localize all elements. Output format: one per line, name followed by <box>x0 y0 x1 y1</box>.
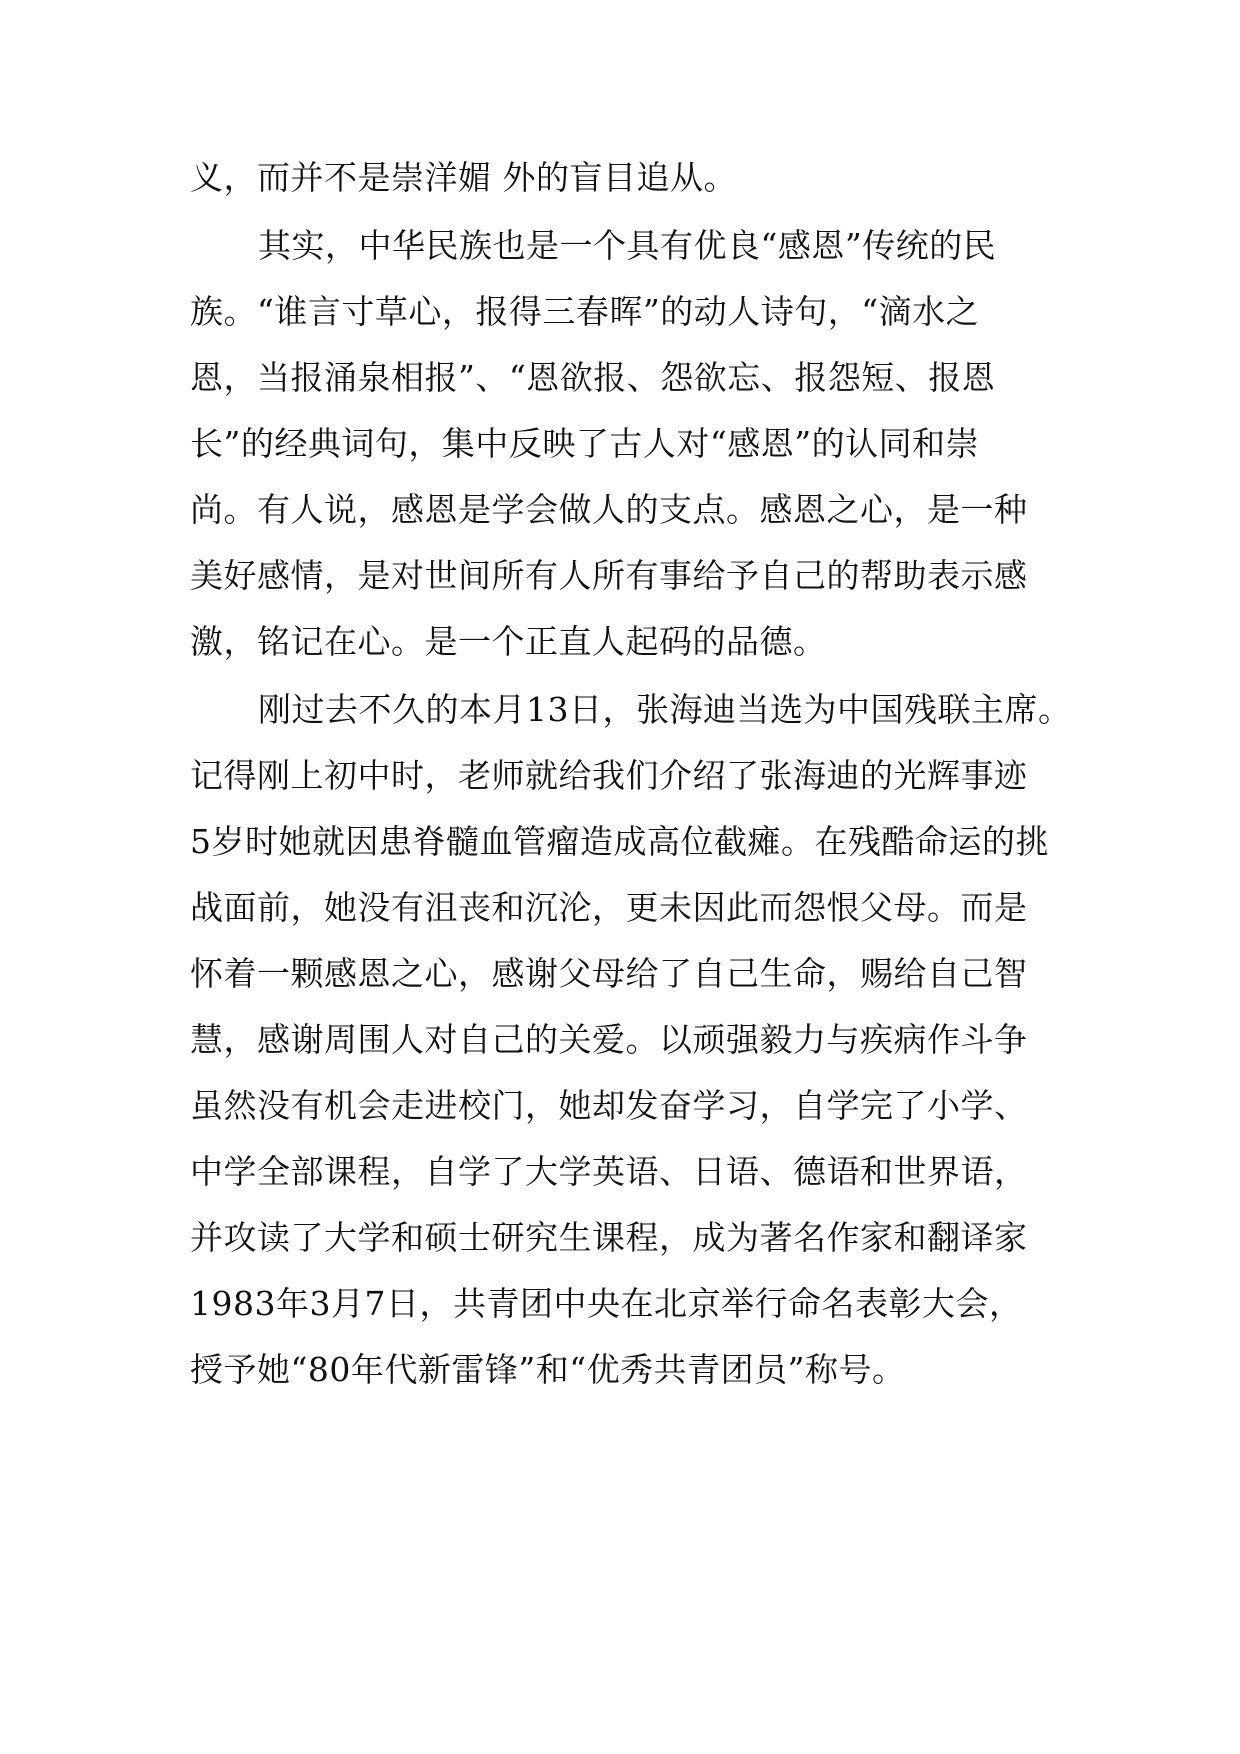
paragraph-3-line-9: 并攻读了大学和硕士研究生课程，成为著名作家和翻译家 <box>190 1218 1028 1257</box>
paragraph-3-line-11: 授予她“80年代新雷锋”和“优秀共青团员”称号。 <box>190 1350 906 1389</box>
paragraph-3-line-6: 慧，感谢周围人对自己的关爱。以顽强毅力与疾病作斗争 <box>190 1020 1028 1059</box>
paragraph-2-line-5: 尚。有人说，感恩是学会做人的支点。感恩之心，是一种 <box>190 490 1028 529</box>
paragraph-3-line-4: 战面前，她没有沮丧和沉沦，更未因此而怨恨父母。而是 <box>190 888 1028 927</box>
paragraph-2-line-1: 其实，中华民族也是一个具有优良“感恩”传统的民 <box>258 226 997 265</box>
paragraph-3-line-8: 中学全部课程，自学了大学英语、日语、德语和世界语， <box>190 1152 1028 1191</box>
paragraph-2-line-6: 美好感情，是对世间所有人所有事给予自己的帮助表示感 <box>190 556 1028 595</box>
paragraph-3-line-7: 虽然没有机会走进校门，她却发奋学习，自学完了小学、 <box>190 1086 1028 1125</box>
paragraph-3-line-2: 记得刚上初中时，老师就给我们介绍了张海迪的光辉事迹 <box>190 756 1028 795</box>
paragraph-2-line-3: 恩，当报涌泉相报”、“恩欲报、怨欲忘、报怨短、报恩 <box>190 358 996 397</box>
paragraph-3-line-1: 刚过去不久的本月13日，张海迪当选为中国残联主席。 <box>258 690 1072 729</box>
paragraph-2-line-4: 长”的经典词句，集中反映了古人对“感恩”的认同和崇 <box>190 424 980 463</box>
text-line-1: 义，而并不是崇洋媚 外的盲目追从。 <box>190 158 737 197</box>
paragraph-2-line-2: 族。“谁言寸草心，报得三春晖”的动人诗句，“滴水之 <box>190 292 980 331</box>
paragraph-2-line-7: 激，铭记在心。是一个正直人起码的品德。 <box>190 622 827 661</box>
paragraph-3-line-3: 5岁时她就因患脊髓血管瘤造成高位截瘫。在残酷命运的挑 <box>190 822 1049 861</box>
paragraph-3-line-5: 怀着一颗感恩之心，感谢父母给了自己生命，赐给自己智 <box>190 954 1028 993</box>
paragraph-3-line-10: 1983年3月7日，共青团中央在北京举行命名表彰大会， <box>190 1284 1023 1323</box>
